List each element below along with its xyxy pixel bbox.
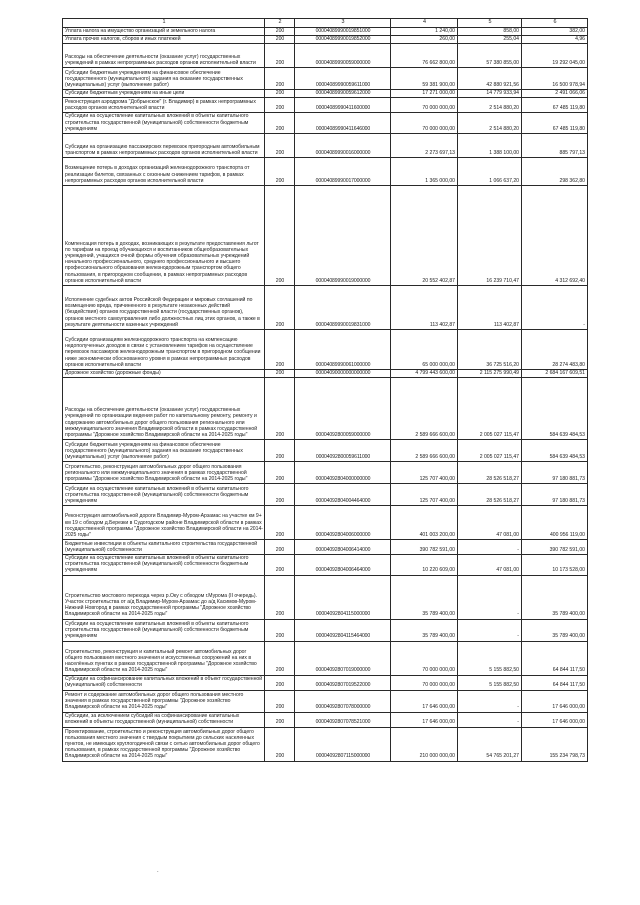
row-executed-amount: 858,00: [458, 28, 522, 36]
row-executed-amount: 14 779 933,94: [458, 90, 522, 98]
row-approved-amount: 113 402,87: [391, 285, 458, 329]
row-executed-amount: 28 526 518,27: [458, 484, 522, 506]
row-budget-code: 00004092804006000000: [295, 506, 391, 540]
table-row: [63, 113, 588, 133]
budget-execution-table: [62, 18, 588, 762]
row-description: Расходы на обеспечение деятельности (оказание услуг) государственных учреждений по организации ведения работ по капитальному ремонту, ремонту и содержанию автомобильных дорог общего пользования регионального или межмуниципального значения Владимирской области в рамках государственной программы "Дорожное хозяйство Владимирской области на 2014-2025 годы": [63, 378, 265, 440]
row-description: Субсидии бюджетным учреждениям на финансовое обеспечение государственного (муниципального) задания на оказание государственных (муниципальных) услуг (выполнение работ): [63, 440, 265, 462]
row-unexecuted-amount: 19 292 045,00: [522, 44, 588, 68]
row-budget-code: 00004089990019852000: [295, 36, 391, 44]
row-approved-amount: 17 646 000,00: [391, 712, 458, 727]
row-grbs-code: 200: [265, 540, 295, 555]
row-executed-amount: 2 005 027 115,47: [458, 440, 522, 462]
row-approved-amount: 70 000 000,00: [391, 641, 458, 675]
row-description: Субсидии на организацию пассажирских перевозок пригородным автомобильным транспортом в рамках непрограммных расходов органов исполнительной власти: [63, 133, 265, 157]
row-grbs-code: 200: [265, 133, 295, 157]
row-executed-amount: 36 725 516,20: [458, 329, 522, 369]
row-budget-code: 00004089990059612000: [295, 90, 391, 98]
row-approved-amount: 210 000 000,00: [391, 727, 458, 761]
row-approved-amount: 70 000 000,00: [391, 98, 458, 113]
header-cell-3: 3: [295, 19, 391, 28]
row-budget-code: 00004092807115000000: [295, 727, 391, 761]
budget-table-sheet: [62, 18, 587, 762]
row-budget-code: 00004092804006464000: [295, 555, 391, 575]
row-budget-code: 00004089990059611000: [295, 68, 391, 90]
table-row: [63, 68, 588, 90]
table-row: [63, 712, 588, 727]
table-row: [63, 675, 588, 690]
row-executed-amount: 2 005 027 115,47: [458, 378, 522, 440]
table-row: [63, 540, 588, 555]
row-grbs-code: 200: [265, 90, 295, 98]
table-row: [63, 285, 588, 329]
table-row: [63, 133, 588, 157]
row-grbs-code: 200: [265, 675, 295, 690]
row-budget-code: 00004089990411600000: [295, 98, 391, 113]
table-row: [63, 90, 588, 98]
header-cell-2: 2: [265, 19, 295, 28]
row-budget-code: 00004089990061000000: [295, 329, 391, 369]
row-unexecuted-amount: 155 234 798,73: [522, 727, 588, 761]
row-budget-code: 00004089990019851000: [295, 28, 391, 36]
row-executed-amount: 2 514 880,20: [458, 98, 522, 113]
row-unexecuted-amount: 97 180 881,73: [522, 484, 588, 506]
row-executed-amount: -: [458, 540, 522, 555]
row-executed-amount: 47 081,00: [458, 555, 522, 575]
header-cell-6: 6: [522, 19, 588, 28]
row-executed-amount: -: [458, 619, 522, 641]
row-description: Субсидии, за исключением субсидий на софинансирование капитальных вложений в объекты государственной (муниципальной) собственности: [63, 712, 265, 727]
row-approved-amount: 70 000 000,00: [391, 113, 458, 133]
row-approved-amount: 59 381 900,00: [391, 68, 458, 90]
row-executed-amount: 57 380 855,00: [458, 44, 522, 68]
row-description: Строительство, реконструкция и капитальный ремонт автомобильных дорог общего пользования местного значения и искусственных сооружений на них в населённых пунктах в рамках государственной программы "Дорожное хозяйство Владимирской области на 2014-2025 годы": [63, 641, 265, 675]
row-description: Субсидии на осуществление капитальных вложений в объекты капитального строительства государственной (муниципальной) собственности бюджетным учреждениям: [63, 619, 265, 641]
row-unexecuted-amount: 64 844 117,50: [522, 675, 588, 690]
row-description: Ремонт и содержание автомобильных дорог общего пользования местного значения в рамках государственной программы "Дорожное хозяйство Владимирской области на 2014-2025 годы": [63, 690, 265, 712]
row-grbs-code: 200: [265, 285, 295, 329]
table-row: [63, 378, 588, 440]
table-row: [63, 727, 588, 761]
row-approved-amount: 35 789 400,00: [391, 575, 458, 619]
row-description: Возмещение потерь в доходах организаций железнодорожного транспорта от реализации билетов, связанных с сезонным снижением тарифов, в рамках непрограммных расходов органов исполнительной власти: [63, 157, 265, 185]
header-cell-1: 1: [63, 19, 265, 28]
table-row: [63, 157, 588, 185]
row-unexecuted-amount: 2 491 066,06: [522, 90, 588, 98]
row-executed-amount: 2 115 275 990,49: [458, 369, 522, 377]
row-approved-amount: 260,00: [391, 36, 458, 44]
row-unexecuted-amount: 885 797,13: [522, 133, 588, 157]
row-description: Субсидии на осуществление капитальных вложений в объекты капитального строительства государственной (муниципальной) собственности бюджетным учреждениям: [63, 484, 265, 506]
table-row: [63, 462, 588, 484]
row-executed-amount: 255,04: [458, 36, 522, 44]
table-row: [63, 506, 588, 540]
row-unexecuted-amount: 400 956 119,00: [522, 506, 588, 540]
row-executed-amount: 2 514 880,20: [458, 113, 522, 133]
row-budget-code: 00004092804000000000: [295, 462, 391, 484]
row-grbs-code: 200: [265, 506, 295, 540]
row-description: Субсидии на осуществление капитальных вложений в объекты капитального строительства государственной (муниципальной) собственности бюджетным учреждениям: [63, 113, 265, 133]
row-grbs-code: 200: [265, 329, 295, 369]
table-row: [63, 641, 588, 675]
row-grbs-code: 200: [265, 641, 295, 675]
row-description: Строительство мостового перехода через р.Оку с обходом г.Мурома (II очередь). Участок строительства от а/д Владимир-Муром-Арзамас до а/д Касимов-Муром-Нижний Новгород в рамках государственной программы "Дорожное хозяйство Владимирской области на 2014-2025 годы": [63, 575, 265, 619]
row-budget-code: 00004092807078521000: [295, 712, 391, 727]
table-row: [63, 619, 588, 641]
row-unexecuted-amount: 17 646 000,00: [522, 690, 588, 712]
row-budget-code: 00004092804115000000: [295, 575, 391, 619]
row-budget-code: 00004092807019522000: [295, 675, 391, 690]
row-grbs-code: 200: [265, 28, 295, 36]
row-unexecuted-amount: 67 485 119,80: [522, 113, 588, 133]
row-grbs-code: 200: [265, 575, 295, 619]
row-description: Субсидии на осуществление капитальных вложений в объекты капитального строительства государственной (муниципальной) собственности бюджетным учреждениям: [63, 555, 265, 575]
row-grbs-code: 200: [265, 440, 295, 462]
row-approved-amount: 1 240,00: [391, 28, 458, 36]
row-description: Уплата прочих налогов, сборов и иных платежей: [63, 36, 265, 44]
page-footer-mark: .: [157, 868, 159, 874]
row-description: Реконструкция аэродрома "Добрынское" (г. Владимир) в рамках непрограммных расходов органов исполнительной власти: [63, 98, 265, 113]
row-description: Компенсация потерь в доходах, возникающих в результате предоставления льгот по тарифам на проезд обучающихся и воспитанников общеобразовательных учреждений, учащихся очной формы обучения образовательных учреждений начального профессионального, среднего профессионального и высшего профессионального образования железнодорожным транспортом общего пользования, в пригородном сообщении, в рамках непрограммных расходов органов исполнительной власти: [63, 185, 265, 285]
table-row: [63, 555, 588, 575]
row-executed-amount: 16 239 710,47: [458, 185, 522, 285]
table-row: [63, 28, 588, 36]
row-approved-amount: 125 707 400,00: [391, 462, 458, 484]
row-description: Субсидии на софинансирование капитальных вложений в объект государственной (муниципальной) собственности: [63, 675, 265, 690]
row-unexecuted-amount: 2 684 167 609,51: [522, 369, 588, 377]
table-row: [63, 440, 588, 462]
row-grbs-code: 200: [265, 44, 295, 68]
row-approved-amount: 70 000 000,00: [391, 675, 458, 690]
row-description: Дорожное хозяйство (дорожные фонды): [63, 369, 265, 377]
row-grbs-code: 200: [265, 378, 295, 440]
row-grbs-code: 200: [265, 113, 295, 133]
row-executed-amount: 5 155 882,50: [458, 641, 522, 675]
row-grbs-code: 200: [265, 98, 295, 113]
row-grbs-code: 200: [265, 727, 295, 761]
table-row: [63, 185, 588, 285]
table-row: [63, 369, 588, 377]
row-budget-code: 00004092807019000000: [295, 641, 391, 675]
row-grbs-code: 200: [265, 712, 295, 727]
row-unexecuted-amount: 67 485 119,80: [522, 98, 588, 113]
row-approved-amount: 401 003 200,00: [391, 506, 458, 540]
row-approved-amount: 2 589 666 600,00: [391, 378, 458, 440]
row-approved-amount: 20 552 402,87: [391, 185, 458, 285]
row-grbs-code: 200: [265, 484, 295, 506]
table-row: [63, 484, 588, 506]
row-description: Субсидии бюджетным учреждениям на иные цели: [63, 90, 265, 98]
row-unexecuted-amount: 35 789 400,00: [522, 619, 588, 641]
row-grbs-code: 200: [265, 157, 295, 185]
row-executed-amount: 113 402,87: [458, 285, 522, 329]
row-budget-code: 00004089990016000000: [295, 133, 391, 157]
row-unexecuted-amount: 64 844 117,50: [522, 641, 588, 675]
row-approved-amount: 76 662 800,00: [391, 44, 458, 68]
row-grbs-code: 200: [265, 36, 295, 44]
row-grbs-code: 200: [265, 68, 295, 90]
row-unexecuted-amount: 390 782 591,00: [522, 540, 588, 555]
row-budget-code: 00004089990019831000: [295, 285, 391, 329]
row-approved-amount: 390 782 591,00: [391, 540, 458, 555]
row-executed-amount: 54 765 201,27: [458, 727, 522, 761]
row-executed-amount: -: [458, 575, 522, 619]
header-cell-4: 4: [391, 19, 458, 28]
row-unexecuted-amount: 584 639 484,53: [522, 378, 588, 440]
row-budget-code: 00004092804115464000: [295, 619, 391, 641]
row-unexecuted-amount: 10 173 528,00: [522, 555, 588, 575]
row-unexecuted-amount: 97 180 881,73: [522, 462, 588, 484]
row-description: Реконструкция автомобильной дороги Владимир-Муром-Арзамас на участке км 9+ км 19 с обходом д.Березки в Судогодском районе Владимирской области в рамках государственной программы "Дорожное хозяйство Владимирской области на 2014-2025 годы": [63, 506, 265, 540]
row-budget-code: 00004089990017000000: [295, 157, 391, 185]
row-grbs-code: 200: [265, 369, 295, 377]
row-executed-amount: 5 155 882,50: [458, 675, 522, 690]
row-budget-code: 00004092804006414000: [295, 540, 391, 555]
row-description: Субсидии организациям железнодорожного транспорта на компенсацию недополученных доходов в связи с установлением тарифов на осуществление перевозок пассажиров железнодорожным транспортом в пригородном сообщении ниже экономически обоснованного уровня в рамках непрограммных расходов органов исполнительной власти: [63, 329, 265, 369]
row-description: Бюджетные инвестиции в объекты капитального строительства государственной (муниципальной) собственности: [63, 540, 265, 555]
row-approved-amount: 125 707 400,00: [391, 484, 458, 506]
table-row: [63, 575, 588, 619]
row-budget-code: 00004089990019000000: [295, 185, 391, 285]
row-approved-amount: 10 220 609,00: [391, 555, 458, 575]
row-approved-amount: 35 789 400,00: [391, 619, 458, 641]
row-unexecuted-amount: 35 789 400,00: [522, 575, 588, 619]
row-grbs-code: 200: [265, 462, 295, 484]
table-row: [63, 329, 588, 369]
row-approved-amount: 1 365 000,00: [391, 157, 458, 185]
row-grbs-code: 200: [265, 555, 295, 575]
row-unexecuted-amount: 4,96: [522, 36, 588, 44]
table-row: [63, 98, 588, 113]
row-unexecuted-amount: 17 646 000,00: [522, 712, 588, 727]
row-budget-code: 00004089990411646000: [295, 113, 391, 133]
row-description: Субсидии бюджетным учреждениям на финансовое обеспечение государственного (муниципального) задания на оказание государственных (муниципальных) услуг (выполнение работ): [63, 68, 265, 90]
row-unexecuted-amount: 298 362,80: [522, 157, 588, 185]
row-approved-amount: 2 589 666 600,00: [391, 440, 458, 462]
row-description: Расходы на обеспечение деятельности (оказание услуг) государственных учреждений в рамках непрограммных расходов органов исполнительной власти: [63, 44, 265, 68]
row-unexecuted-amount: -: [522, 285, 588, 329]
row-approved-amount: 65 000 000,00: [391, 329, 458, 369]
row-description: Исполнение судебных актов Российской Федерации и мировых соглашений по возмещению вреда, причиненного в результате незаконных действий (бездействия) органов государственной власти (государственных органов), органов местного самоуправления либо должностных лиц этих органов, а также в результате деятельности казенных учреждений: [63, 285, 265, 329]
row-executed-amount: -: [458, 690, 522, 712]
row-executed-amount: 28 526 518,27: [458, 462, 522, 484]
table-row: [63, 690, 588, 712]
table-body: [63, 19, 588, 762]
row-approved-amount: 17 271 000,00: [391, 90, 458, 98]
row-grbs-code: 200: [265, 690, 295, 712]
row-approved-amount: 2 273 697,13: [391, 133, 458, 157]
row-unexecuted-amount: 28 274 483,80: [522, 329, 588, 369]
row-budget-code: 00004092807078000000: [295, 690, 391, 712]
row-unexecuted-amount: 382,00: [522, 28, 588, 36]
row-executed-amount: 42 880 921,56: [458, 68, 522, 90]
row-executed-amount: 1 388 100,00: [458, 133, 522, 157]
header-cell-5: 5: [458, 19, 522, 28]
row-budget-code: 00004089990059000000: [295, 44, 391, 68]
row-grbs-code: 200: [265, 185, 295, 285]
row-executed-amount: -: [458, 712, 522, 727]
row-budget-code: 00004092804004464000: [295, 484, 391, 506]
table-row: [63, 36, 588, 44]
row-approved-amount: 17 646 000,00: [391, 690, 458, 712]
row-unexecuted-amount: 16 500 978,94: [522, 68, 588, 90]
row-budget-code: 00004090000000000000: [295, 369, 391, 377]
table-row: [63, 44, 588, 68]
row-approved-amount: 4 799 443 600,00: [391, 369, 458, 377]
row-description: Уплата налога на имущество организаций и земельного налога: [63, 28, 265, 36]
row-description: Строительство, реконструкция автомобильных дорог общего пользования регионального или межмуниципального значения в рамках государственной программы "Дорожное хозяйство Владимирской области на 2014-2025 годы": [63, 462, 265, 484]
row-description: Проектирование, строительство и реконструкция автомобильных дорог общего пользования местного значения с твердым покрытием до сельских населенных пунктов, не имеющих круглогодичной связи с сетью автомобильных дорог общего пользования, в рамках государственной программы "Дорожное хозяйство Владимирской области на 2014-2025 годы": [63, 727, 265, 761]
row-unexecuted-amount: 584 639 484,53: [522, 440, 588, 462]
row-budget-code: 00004092800059000000: [295, 378, 391, 440]
row-executed-amount: 1 066 637,20: [458, 157, 522, 185]
column-number-header: [63, 19, 588, 28]
row-executed-amount: 47 081,00: [458, 506, 522, 540]
row-budget-code: 00004092800059611000: [295, 440, 391, 462]
row-grbs-code: 200: [265, 619, 295, 641]
row-unexecuted-amount: 4 312 692,40: [522, 185, 588, 285]
